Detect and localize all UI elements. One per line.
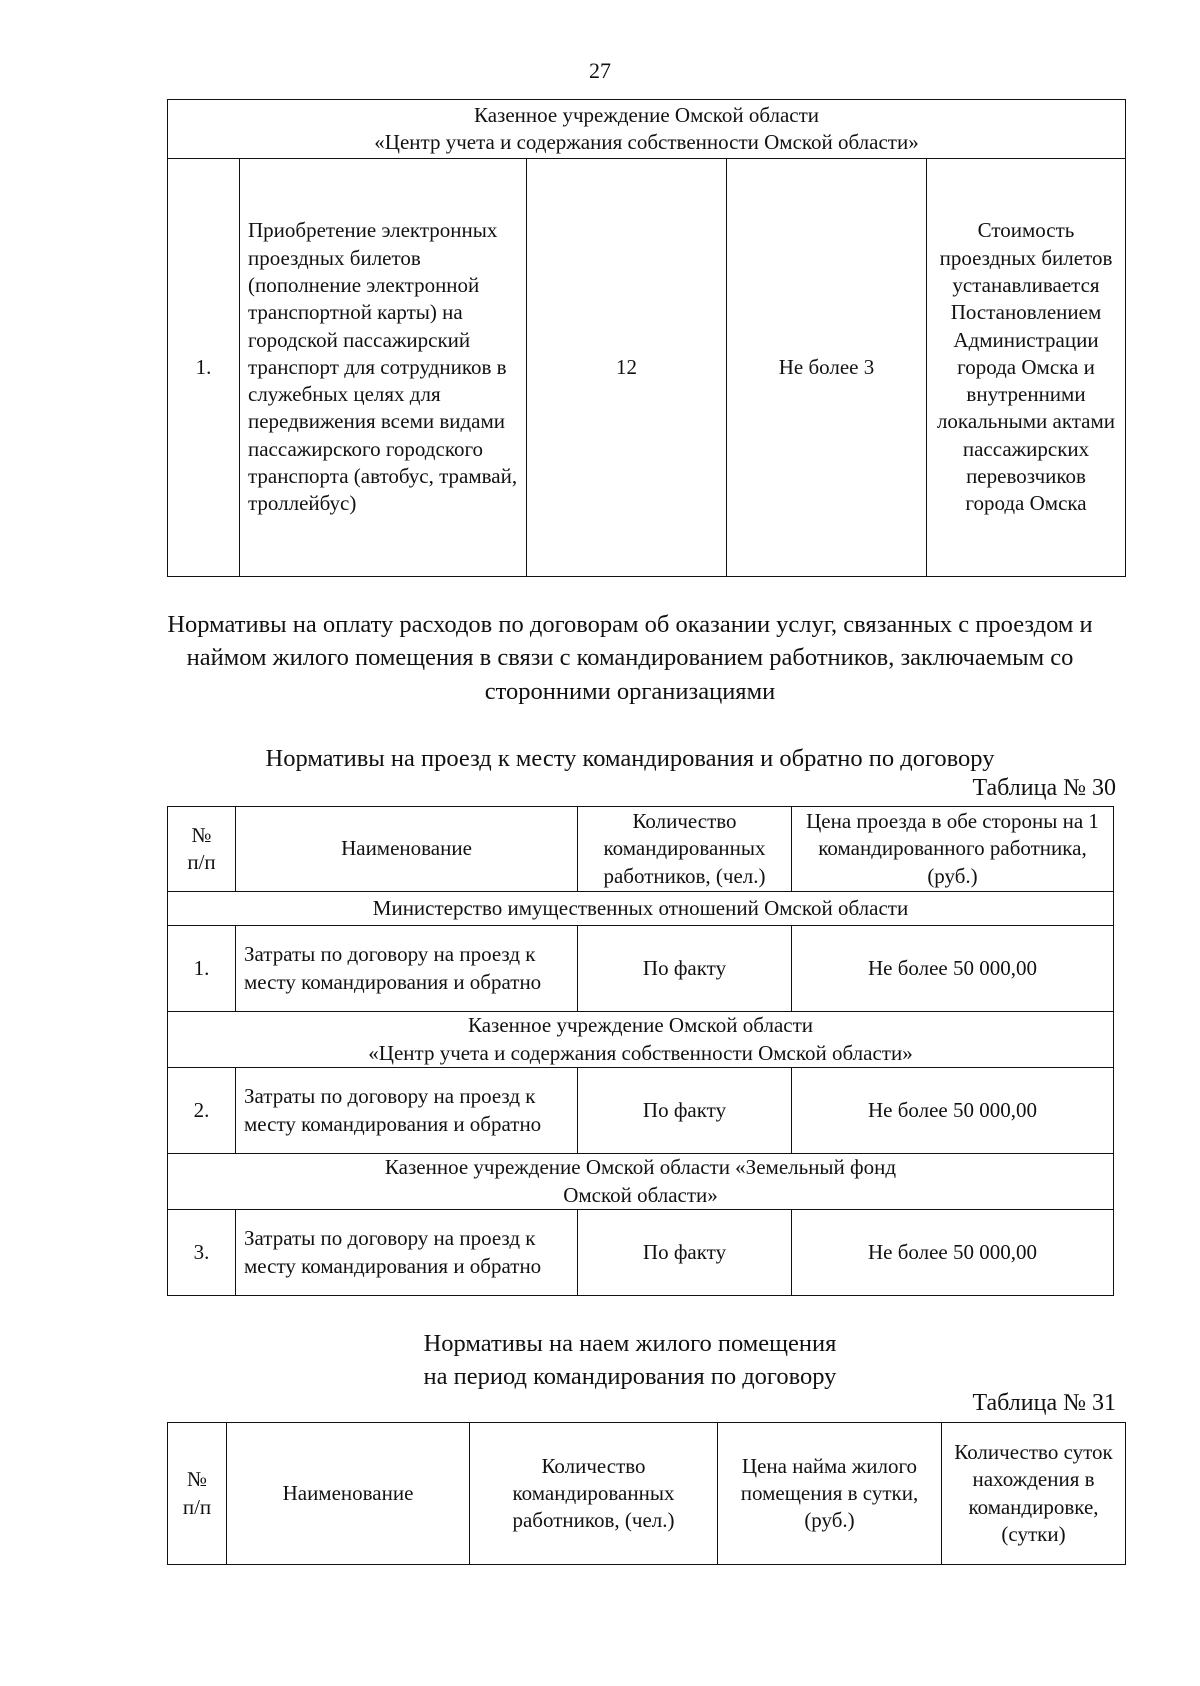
header-name: Наименование (227, 1423, 470, 1565)
table-30-caption: Таблица № 30 (972, 775, 1116, 801)
item-price: Не более 50 000,00 (792, 1210, 1114, 1296)
org-row: Министерство имущественных отношений Омской области (168, 892, 1114, 926)
item-count: По факту (578, 1210, 792, 1296)
header-days: Количество суток нахождения в командировке, (сутки) (942, 1423, 1126, 1565)
page-number: 27 (589, 58, 611, 83)
header-price: Цена проезда в обе стороны на 1 командированного работника, (руб.) (792, 807, 1114, 892)
org-row: Казенное учреждение Омской области «Земельный фонд Омской области» (168, 1154, 1114, 1210)
section-header: Казенное учреждение Омской области «Центр учета и содержания собственности Омской области» (168, 100, 1126, 159)
row-number: 1. (168, 926, 236, 1012)
header-name: Наименование (236, 807, 578, 892)
item-quantity: 12 (527, 159, 727, 577)
heading-lodging: Нормативы на наем жилого помещения на период командирования по договору (423, 1330, 837, 1391)
table-31-caption: Таблица № 31 (972, 1390, 1116, 1416)
header-count: Количество командированных работников, (чел.) (470, 1423, 718, 1565)
item-price: Не более 50 000,00 (792, 1068, 1114, 1154)
item-name: Затраты по договору на проезд к месту командирования и обратно (236, 1210, 578, 1296)
item-limit: Не более 3 (727, 159, 927, 577)
header-count: Количество командированных работников, (чел.) (578, 807, 792, 892)
heading-travel: Нормативы на проезд к месту командирования и обратно по договору (265, 745, 995, 772)
row-number: 3. (168, 1210, 236, 1296)
header-num: № п/п (168, 807, 236, 892)
table-30 (167, 806, 1114, 1296)
item-price: Не более 50 000,00 (792, 926, 1114, 1012)
table-31 (167, 1422, 1126, 1565)
table-transport-cards (167, 99, 1126, 577)
header-num: № п/п (168, 1423, 227, 1565)
row-number: 2. (168, 1068, 236, 1154)
item-note: Стоимость проездных билетов устанавливается Постановлением Администрации города Омска и внутренними локальными актами пассажирских перевозчиков города Омска (927, 159, 1126, 577)
item-count: По факту (578, 1068, 792, 1154)
heading-main: Нормативы на оплату расходов по договорам об оказании услуг, связанных с проездом и наймом жилого помещения в связи с командированием работников, заключаемым со сторонними организациями (167, 611, 1093, 705)
org-row: Казенное учреждение Омской области «Центр учета и содержания собственности Омской области» (168, 1012, 1114, 1068)
item-name: Приобретение электронных проездных билетов (пополнение электронной транспортной карты) на городской пассажирский транспорт для сотрудников в служебных целях для передвижения всеми видами пассажирского городского транспорта (автобус, трамвай, троллейбус) (240, 159, 527, 577)
header-price: Цена найма жилого помещения в сутки, (руб.) (718, 1423, 942, 1565)
item-count: По факту (578, 926, 792, 1012)
item-name: Затраты по договору на проезд к месту командирования и обратно (236, 1068, 578, 1154)
row-number: 1. (168, 159, 240, 577)
item-name: Затраты по договору на проезд к месту командирования и обратно (236, 926, 578, 1012)
